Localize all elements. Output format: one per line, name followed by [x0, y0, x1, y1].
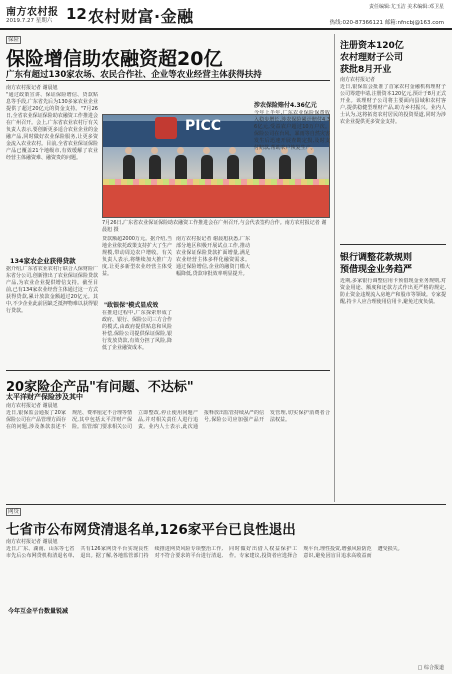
- section-title: 农村财富·金融: [88, 7, 194, 26]
- story1-col1b-text: 据介绍,广东省农业农村厅联合人保财险广东省分公司,创新推出了农业保证保险贷款产品,为农业企业提供增信支持。截至目前,已有134家农业经营主体通过这一方式获得贷款,累计放款金额超过20亿元。其中,不少企业此前因缺乏抵押物难以获得银行贷款。: [6, 266, 98, 314]
- story1-headline: 保险增信助农融资超20亿: [6, 48, 223, 70]
- sidebar-byline: 南方农村报记者: [340, 77, 376, 83]
- story1-tag: 保险: [8, 37, 20, 43]
- sidebar-body-2: [340, 278, 446, 502]
- divider: [6, 370, 330, 371]
- sidebar-headline-3: 获批8月开业: [340, 65, 392, 75]
- story1-col1-subhead: 134家农企业获得贷款: [10, 257, 76, 265]
- sidebar-body2-text: 近期,多家银行调整信用卡预借现金业务规则,对资金用途、额度和还款方式作出更严格的规定,防止资金违规流入房地产和股市等领域。专家提醒,持卡人应合理使用信用卡,避免过度负债。: [340, 278, 446, 305]
- sidebar-body-text: 近日,银保监会批准了首家农村金融机构理财子公司筹建申请,注册资本120亿元,预计于8月正式开业。该理财子公司将主要面向县域和农村客户,提供稳健型理财产品,助力乡村振兴。业内人士认为,这将拓宽农村居民的投资渠道,同时为涉农企业提供更多资金支持。: [340, 84, 446, 125]
- story3-byline: 南方农村报记者 谢晨旭: [6, 539, 58, 545]
- divider: [6, 504, 446, 505]
- person-head: [125, 147, 132, 154]
- story1-col4-subhead: 涉农保险赔付4.36亿元: [254, 102, 317, 109]
- story1-byline: 南方农村报记者 谢晨旭: [6, 85, 58, 91]
- story1-col1-text: "通过政策宣讲、保证保险增信、贷款贴息等手段,广东省先后为130多家农业企业提供了超过20亿元的资金支持。"7月26日,全省农业保证保险助农融资工作推进会在广州召开。会上,广东省农业农村厅有关负责人表示,要创新更多适合农业企业的金融产品,同时做好农业保险服务,让更多资金流入农业农村。目前,全省农业保证保险产品已覆盖21个地级市,有效缓解了农业经营主体融资难、融资贵的问题。: [6, 92, 98, 161]
- sidebar-headline-5: 预借现金业务趋严: [340, 265, 413, 275]
- story3-headline: 七省市公布网贷清退名单,126家平台已良性退出: [6, 522, 296, 538]
- story3-tag: 网贷: [8, 509, 20, 515]
- sidebar-headline-2: 农村理财子公司: [340, 53, 404, 63]
- story1-column-1b: [6, 266, 98, 366]
- story1-col4-text: 今年上半年,广东农业保险保费收入稳步增长,涉农保险累计赔付4.36亿元,受益农户超过10万户次。保险公司在台风、暴雨等自然灾害发生后迅速开展查勘定损,及时支付赔款,帮助农户恢复生产。: [254, 110, 330, 151]
- story1-column-4: [254, 110, 330, 366]
- divider: [340, 244, 446, 245]
- issue-date: 2019.7.27 星期六: [6, 18, 53, 24]
- story1-col2-text: 贷款额超2000万元。据介绍,当地企业依托政策支持扩大了生产规模,带动周边农户增收。有关负责人表示,将继续加大推广力度,让更多新型农业经营主体受益。: [102, 236, 172, 277]
- story1-col2-subhead: "政银保"模式显成效: [104, 302, 159, 309]
- story1-column-3: [176, 236, 250, 366]
- person-head: [229, 147, 236, 154]
- story2-body-text: 近日,银保监会通报了20家保险公司在产品管理方面存在的问题,涉及条款表述不规范、费率厘定不合理等情况,其中包括太平洋财产保险。监管部门要求相关公司立即整改,停止使用问题产品,并对相关责任人进行追责。业内人士表示,此次通报释放出监管持续从严的信号,保险公司应加强产品开发管理,切实保护消费者合法权益。: [6, 410, 330, 430]
- story3-source-note: □ 综合报道: [417, 665, 444, 671]
- masthead: 南方农村报: [6, 7, 59, 18]
- story1-col3-text: 南方农村报记者 谢晨旭获悉,广东部分地区积极开展试点工作,推动农业保证保险贷款扩面增量,满足农业经营主体多样化融资需求。通过保险增信,企业的融资门槛大幅降低,贷款审批效率明显提升。: [176, 236, 250, 277]
- story2-headline: 20家险企产品"有问题、不达标": [6, 380, 194, 395]
- sidebar-headline-4: 银行调整花款规则: [340, 253, 413, 263]
- person-head: [151, 147, 158, 154]
- story2-byline: 南方农村报记者 谢晨旭: [6, 403, 58, 409]
- story1-subheadline: 广东有超过130家农场、农民合作社、企业等农业经营主体获得扶持: [6, 70, 262, 80]
- story2-subheadline: 太平洋财产保险涉及其中: [6, 393, 83, 401]
- story2-body: [6, 410, 330, 500]
- editor-credits: 责任编辑:尤玉洁 美术编辑:邓卫星: [369, 4, 444, 10]
- sidebar-body: [340, 84, 446, 240]
- divider: [6, 80, 330, 81]
- photo-banner-logo: PICC: [185, 118, 222, 134]
- person-head: [177, 147, 184, 154]
- sidebar-separator: [334, 34, 335, 502]
- story1-column-1: [6, 92, 98, 252]
- photo-banner-emblem: [155, 117, 177, 139]
- story1-column-2b: [102, 310, 172, 366]
- story1-col2b-text: 在推进过程中,广东探索形成了政府、银行、保险公司三方合作的模式,由政府提供贴息和风险补偿,保险公司提供保证保险,银行发放贷款,有效分担了风险,降低了企业融资成本。: [102, 310, 172, 351]
- contact-hotline: 热线:020-87366121 邮箱:nfncbj@163.com: [329, 20, 444, 26]
- person-head: [203, 147, 210, 154]
- page-number: 12: [66, 5, 87, 23]
- story3-body-text: 近日,广东、湖南、山东等七省市先后公布网贷机构清退名单,共有126家网贷平台实现良性退出。据了解,各地监管部门持续推进网贷风险专项整治工作,对不符合要求的平台进行清退,同时做好出借人权益保护工作。专家建议,投资者应选择合规平台,理性投资,增强风险防范意识,避免因盲目追求高收益而遭受损失。: [6, 546, 403, 559]
- photo-caption: 7月26日,广东省农业保证保险助农融资工作推进会在广州召开,与会代表签约合作。南方农村报记者 谢晨旭 摄: [102, 220, 327, 233]
- sidebar-headline-1: 注册资本120亿: [340, 41, 404, 51]
- story3-subhead: 今年互金平台数量锐减: [8, 608, 69, 615]
- story3-body: [6, 546, 446, 666]
- page-header: [0, 0, 452, 30]
